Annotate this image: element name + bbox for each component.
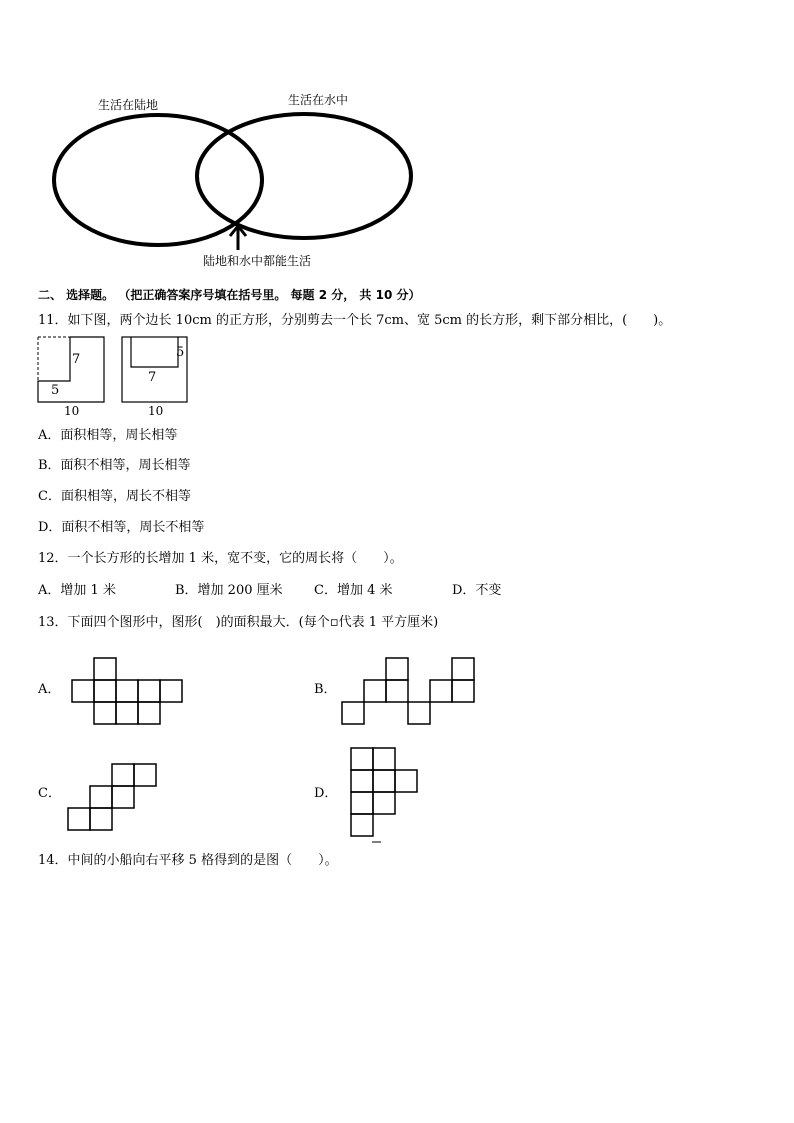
q13-label-b: B． xyxy=(314,682,337,697)
q11-option-c: C．面积相等，周长不相等 xyxy=(38,489,191,504)
q11-fig2-base-label: 10 xyxy=(148,404,164,418)
q14-stem: 14．中间的小船向右平移 5 格得到的是图（ ）。 xyxy=(38,853,338,868)
venn-diagram xyxy=(0,0,794,280)
q11-option-d: D．面积不相等，周长不相等 xyxy=(38,520,205,535)
q13-figure-a xyxy=(71,657,186,727)
venn-right-label: 生活在水中 xyxy=(288,93,349,107)
q13-figure-d xyxy=(350,747,425,847)
q13-label-d: D． xyxy=(314,786,338,801)
q11-option-a: A．面积相等，周长相等 xyxy=(38,428,178,443)
venn-left-label: 生活在陆地 xyxy=(98,98,159,112)
q11-fig2-inner-label: 7 xyxy=(148,370,157,385)
q11-option-b: B．面积不相等，周长相等 xyxy=(38,458,191,473)
q11-figure-1 xyxy=(36,335,116,405)
q12-option-a: A．增加 1 米 xyxy=(38,583,116,598)
q11-fig1-side-label: 7 xyxy=(72,352,81,367)
q12-stem: 12．一个长方形的长增加 1 米，宽不变，它的周长将（ ）。 xyxy=(38,551,403,566)
q11-fig2-side-label: 5 xyxy=(176,345,185,360)
q12-option-d: D．不变 xyxy=(452,583,502,598)
q12-option-c: C．增加 4 米 xyxy=(314,583,393,598)
q13-figure-c xyxy=(67,763,162,833)
q12-option-b: B．增加 200 厘米 xyxy=(175,583,283,598)
venn-right-circle xyxy=(197,114,411,238)
venn-overlap-label: 陆地和水中都能生活 xyxy=(203,254,312,268)
q11-fig1-bottom-label: 5 xyxy=(51,383,60,398)
q13-stem: 13．下面四个图形中，图形( )的面积最大．(每个▫代表 1 平方厘米) xyxy=(38,615,439,630)
venn-left-circle xyxy=(54,115,262,245)
q13-label-a: A． xyxy=(38,682,61,697)
section-2-heading: 二、 选择题。 （把正确答案序号填在括号里。 每题 2 分， 共 10 分） xyxy=(38,288,421,302)
q11-stem: 11．如下图，两个边长 10cm 的正方形，分别剪去一个长 7cm、宽 5cm 的长方形，剩下部分相比，( )。 xyxy=(38,313,672,328)
q13-label-c: C． xyxy=(38,786,61,801)
q13-figure-b xyxy=(341,657,481,727)
q11-fig1-base-label: 10 xyxy=(64,404,80,418)
q11-figure-2 xyxy=(120,335,200,405)
